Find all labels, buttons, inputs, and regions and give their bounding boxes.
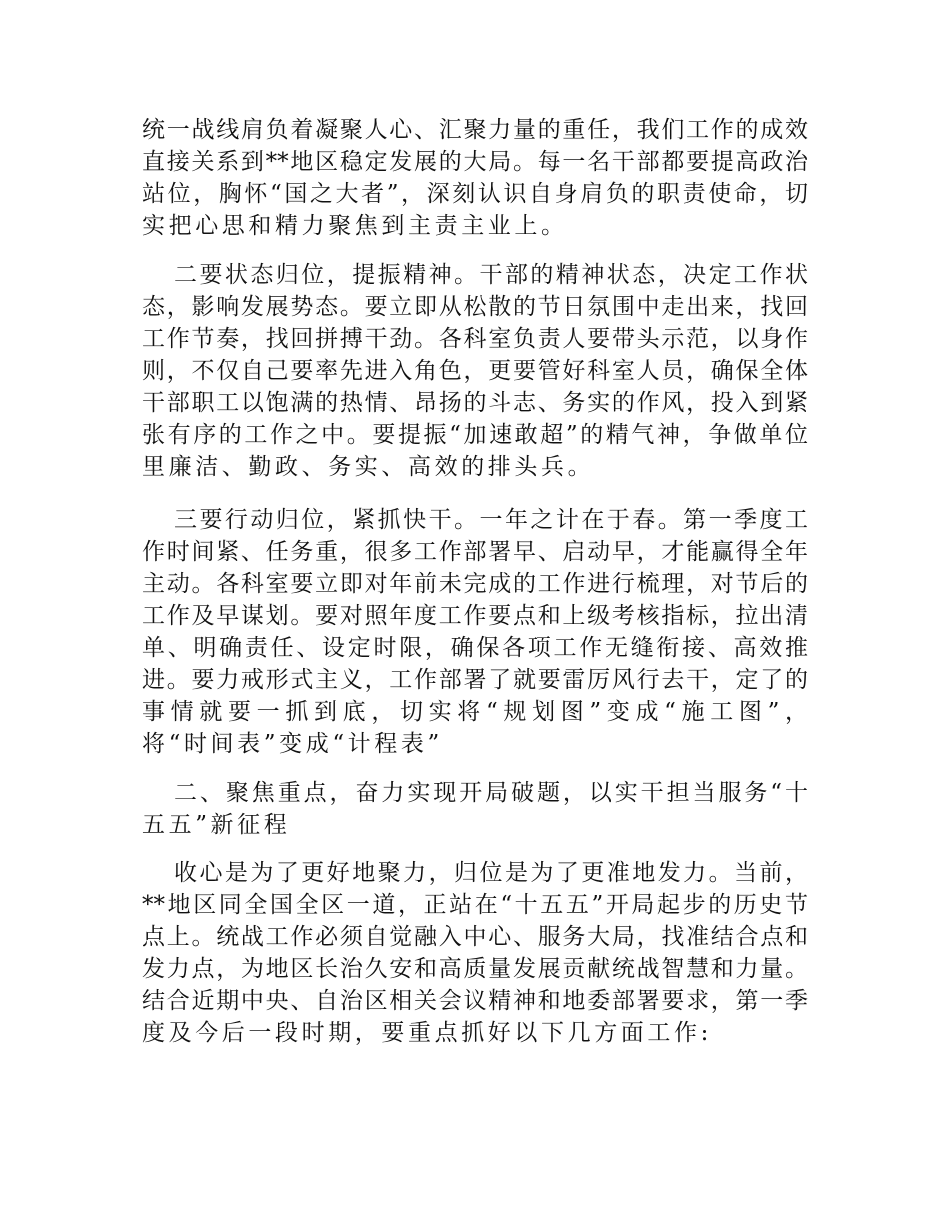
text-line: 直接关系到**地区稳定发展的大局。每一名干部都要提高政治 <box>142 149 808 175</box>
text-line: 事情就要一抓到底，切实将“规划图”变成“施工图”， <box>142 699 808 725</box>
text-line: 站位，胸怀“国之大者”，深刻认识自身肩负的职责使命，切 <box>142 181 808 207</box>
paragraph-state-return <box>142 259 808 483</box>
text-line: 张有序的工作之中。要提振“加速敢超”的精气神，争做单位 <box>142 422 808 448</box>
text-line: 度及今后一段时期，要重点抓好以下几方面工作: <box>142 1020 712 1046</box>
text-line: 点上。统战工作必须自觉融入中心、服务大局，找准结合点和 <box>142 924 808 950</box>
text-line: 工作节奏，找回拼搏干劲。各科室负责人要带头示范，以身作 <box>142 326 808 352</box>
paragraph-closing-duty <box>142 114 808 242</box>
text-line: 进。要力戒形式主义，工作部署了就要雷厉风行去干，定了的 <box>142 667 808 693</box>
text-line: 单、明确责任、设定时限，确保各项工作无缝衔接、高效推 <box>142 635 808 661</box>
text-line: 统一战线肩负着凝聚人心、汇聚力量的重任，我们工作的成效 <box>142 117 808 143</box>
text-line: 干部职工以饱满的热情、昂扬的斗志、务实的作风，投入到紧 <box>142 390 808 416</box>
text-line: **地区同全国全区一道，正站在“十五五”开局起步的历史节 <box>142 892 808 918</box>
text-line: 实把心思和精力聚焦到主责主业上。 <box>142 213 568 239</box>
text-line: 将“时间表”变成“计程表” <box>142 731 443 757</box>
paragraph-focus-intro <box>142 857 808 1049</box>
text-line: 三要行动归位，紧抓快干。一年之计在于春。第一季度工 <box>174 507 808 533</box>
text-line: 则，不仅自己要率先进入角色，更要管好科室人员，确保全体 <box>142 358 808 384</box>
paragraph-action-return <box>142 504 808 760</box>
text-line: 里廉洁、勤政、务实、高效的排头兵。 <box>142 454 595 480</box>
text-line: 主动。各科室要立即对年前未完成的工作进行梳理，对节后的 <box>142 571 808 597</box>
text-line: 二要状态归位，提振精神。干部的精神状态，决定工作状 <box>174 262 808 288</box>
text-line: 工作及早谋划。要对照年度工作要点和上级考核指标，拉出清 <box>142 603 808 629</box>
text-line: 作时间紧、任务重，很多工作部署早、启动早，才能赢得全年 <box>142 539 808 565</box>
text-line: 收心是为了更好地聚力，归位是为了更准地发力。当前， <box>174 860 808 886</box>
text-line: 二、聚焦重点，奋力实现开局破题，以实干担当服务“十 <box>174 780 808 806</box>
text-line: 结合近期中央、自治区相关会议精神和地委部署要求，第一季 <box>142 988 808 1014</box>
text-line: 态，影响发展势态。要立即从松散的节日氛围中走出来，找回 <box>142 294 808 320</box>
section-heading-two <box>142 777 808 841</box>
text-line: 发力点，为地区长治久安和高质量发展贡献统战智慧和力量。 <box>142 956 808 982</box>
text-line: 五五”新征程 <box>142 812 291 838</box>
